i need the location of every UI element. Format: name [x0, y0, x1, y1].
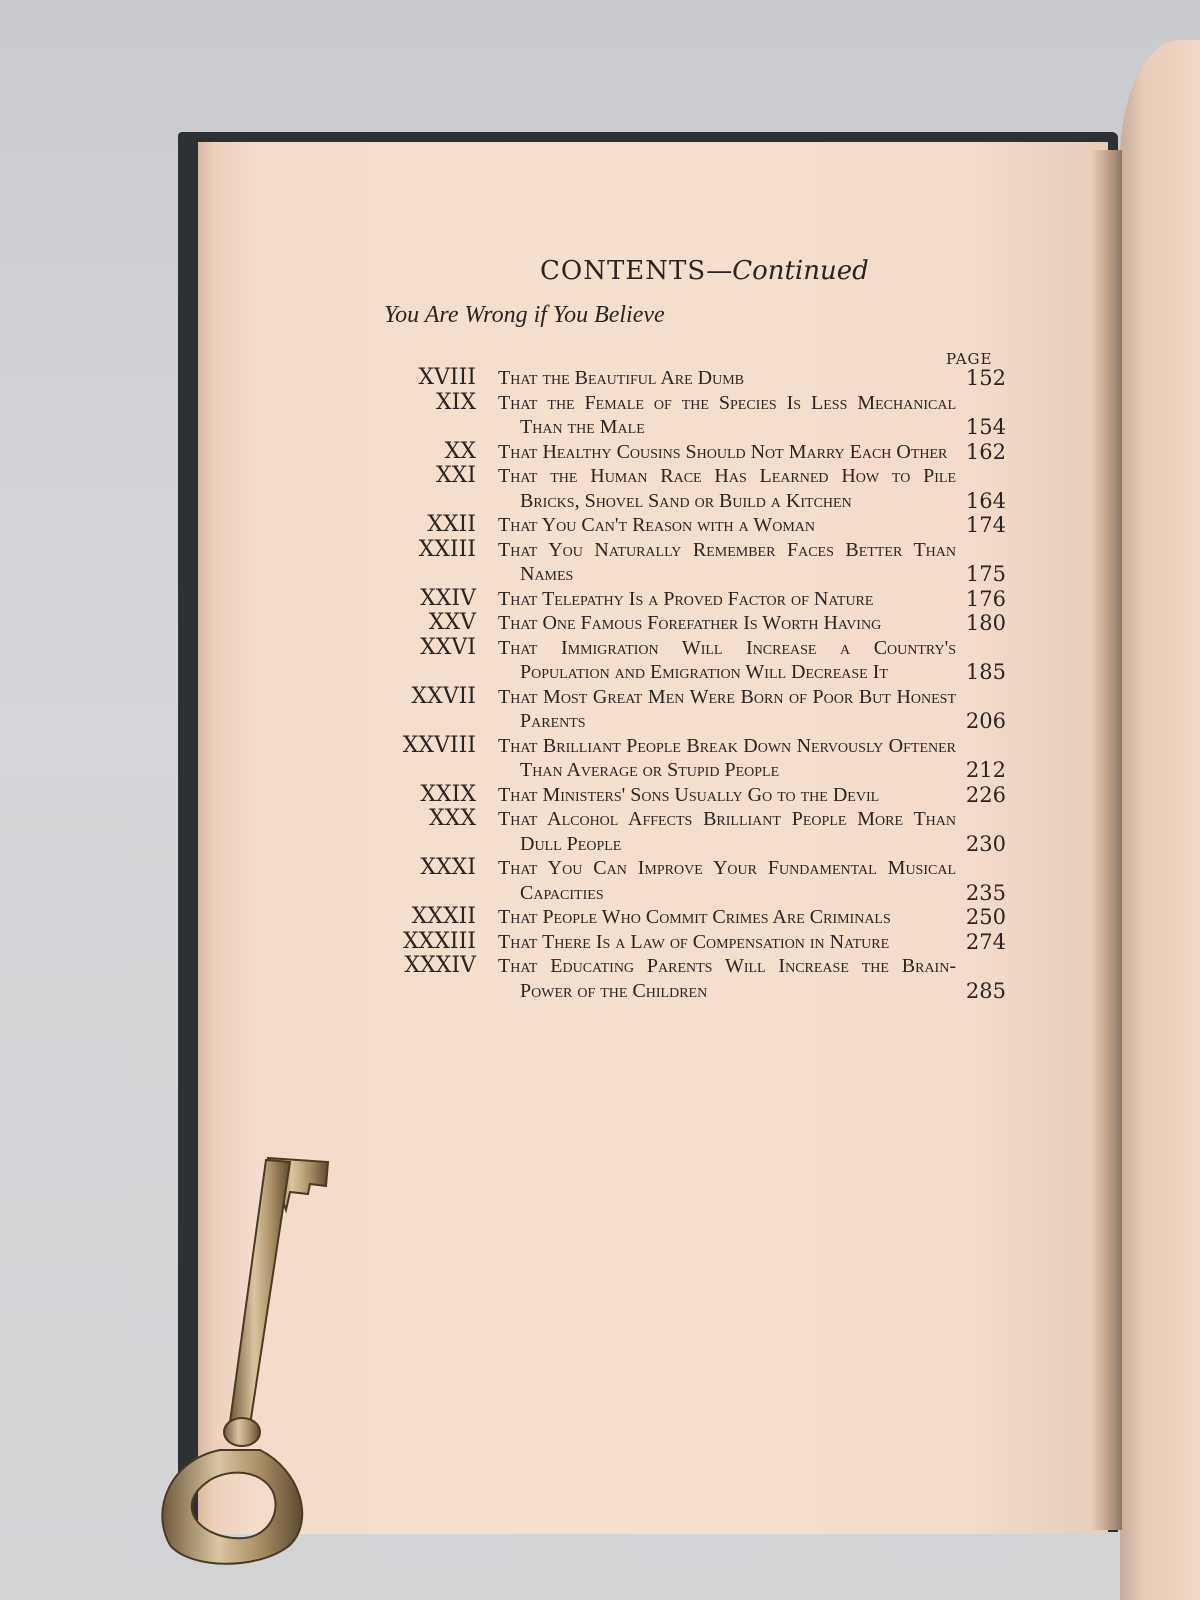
toc-entry	[360, 365, 1006, 391]
contents-list	[360, 365, 1006, 1003]
chapter-number: XXV	[428, 610, 476, 635]
chapter-number: XXVIII	[402, 732, 476, 758]
page-column-label: PAGE	[946, 350, 993, 368]
toc-entry	[360, 512, 1006, 538]
toc-entry	[360, 438, 1006, 465]
toc-entry	[360, 855, 1006, 905]
toc-entry	[360, 781, 1006, 808]
toc-entry	[360, 928, 1006, 955]
facing-page	[1120, 40, 1200, 1600]
toc-entry	[360, 904, 1006, 930]
chapter-page: 185	[965, 660, 1006, 684]
chapter-number: XXXI	[420, 855, 476, 880]
chapter-page: 152	[965, 366, 1006, 390]
chapter-page: 174	[965, 513, 1006, 537]
toc-entry	[360, 536, 1006, 587]
chapter-page: 164	[965, 488, 1006, 513]
chapter-page: 230	[965, 831, 1006, 856]
chapter-title: That Ministers' Sons Usually Go to the Devil	[498, 783, 880, 806]
contents-continued: —Continued	[706, 256, 869, 286]
toc-entry	[360, 610, 1006, 636]
chapter-title: That Healthy Cousins Should Not Marry Each Other	[498, 440, 948, 463]
key-icon	[150, 1150, 340, 1570]
toc-entry	[360, 683, 1006, 734]
chapter-title: That Telepathy Is a Proved Factor of Nature	[498, 587, 874, 610]
chapter-title: That One Famous Forefather Is Worth Having	[498, 612, 882, 634]
chapter-page: 175	[965, 562, 1006, 586]
chapter-page: 162	[965, 439, 1006, 464]
page-title	[540, 256, 869, 286]
chapter-number: XX	[444, 438, 476, 464]
chapter-page: 206	[965, 709, 1006, 733]
chapter-number: XXII	[427, 512, 476, 537]
chapter-number: XXXIII	[402, 928, 476, 954]
chapter-title: That the Female of the Species Is Less Mechanical Than the Male	[498, 391, 956, 438]
chapter-number: XXX	[429, 806, 476, 831]
chapter-title: That Educating Parents Will Increase the Brain-Power of the Children	[498, 955, 956, 1002]
chapter-page: 235	[965, 880, 1006, 905]
chapter-title: That the Beautiful Are Dumb	[498, 367, 744, 389]
toc-entry	[360, 953, 1006, 1003]
chapter-title: That Immigration Will Increase a Country's Population and Emigration Will Decrease It	[498, 636, 956, 683]
chapter-number: XVIII	[418, 365, 476, 390]
chapter-page: 176	[965, 586, 1006, 611]
chapter-number: XXI	[435, 463, 476, 488]
chapter-title: That People Who Commit Crimes Are Criminals	[498, 906, 891, 928]
toc-entry	[360, 585, 1006, 612]
chapter-title: That You Can Improve Your Fundamental Musical Capacities	[498, 857, 956, 904]
book-gutter	[1092, 150, 1122, 1530]
toc-entry	[360, 463, 1006, 513]
chapter-title: That You Naturally Remember Faces Better Than Names	[498, 538, 956, 585]
chapter-number: XXVI	[420, 634, 476, 660]
chapter-title: That Most Great Men Were Born of Poor But Honest Parents	[498, 685, 956, 732]
chapter-page: 226	[965, 782, 1006, 807]
chapter-page: 212	[965, 758, 1006, 782]
chapter-title: That Brilliant People Break Down Nervously Oftener Than Average or Stupid People	[498, 734, 956, 781]
toc-entry	[360, 732, 1006, 783]
chapter-title: That There Is a Law of Compensation in Nature	[498, 930, 890, 953]
chapter-page: 274	[965, 929, 1006, 954]
chapter-page: 250	[965, 905, 1006, 929]
chapter-title: That the Human Race Has Learned How to Pile Bricks, Shovel Sand or Build a Kitchen	[498, 465, 956, 512]
chapter-number: XXVII	[411, 683, 476, 709]
toc-entry	[360, 806, 1006, 856]
chapter-title: That You Can't Reason with a Woman	[498, 514, 816, 536]
chapter-number: XXIII	[418, 536, 476, 562]
chapter-number: XXXIV	[404, 953, 476, 978]
contents-title: CONTENTS	[540, 256, 707, 286]
chapter-title: That Alcohol Affects Brilliant People More Than Dull People	[498, 808, 956, 855]
toc-entry	[360, 634, 1006, 685]
chapter-page: 285	[965, 978, 1006, 1003]
toc-entry	[360, 389, 1006, 440]
chapter-number: XXIV	[420, 585, 476, 611]
chapter-number: XXXII	[411, 904, 476, 929]
chapter-page: 180	[965, 611, 1006, 635]
section-heading: You Are Wrong if You Believe	[384, 302, 665, 328]
chapter-number: XXIX	[420, 781, 476, 807]
chapter-number: XIX	[435, 389, 476, 415]
chapter-page: 154	[965, 415, 1006, 439]
